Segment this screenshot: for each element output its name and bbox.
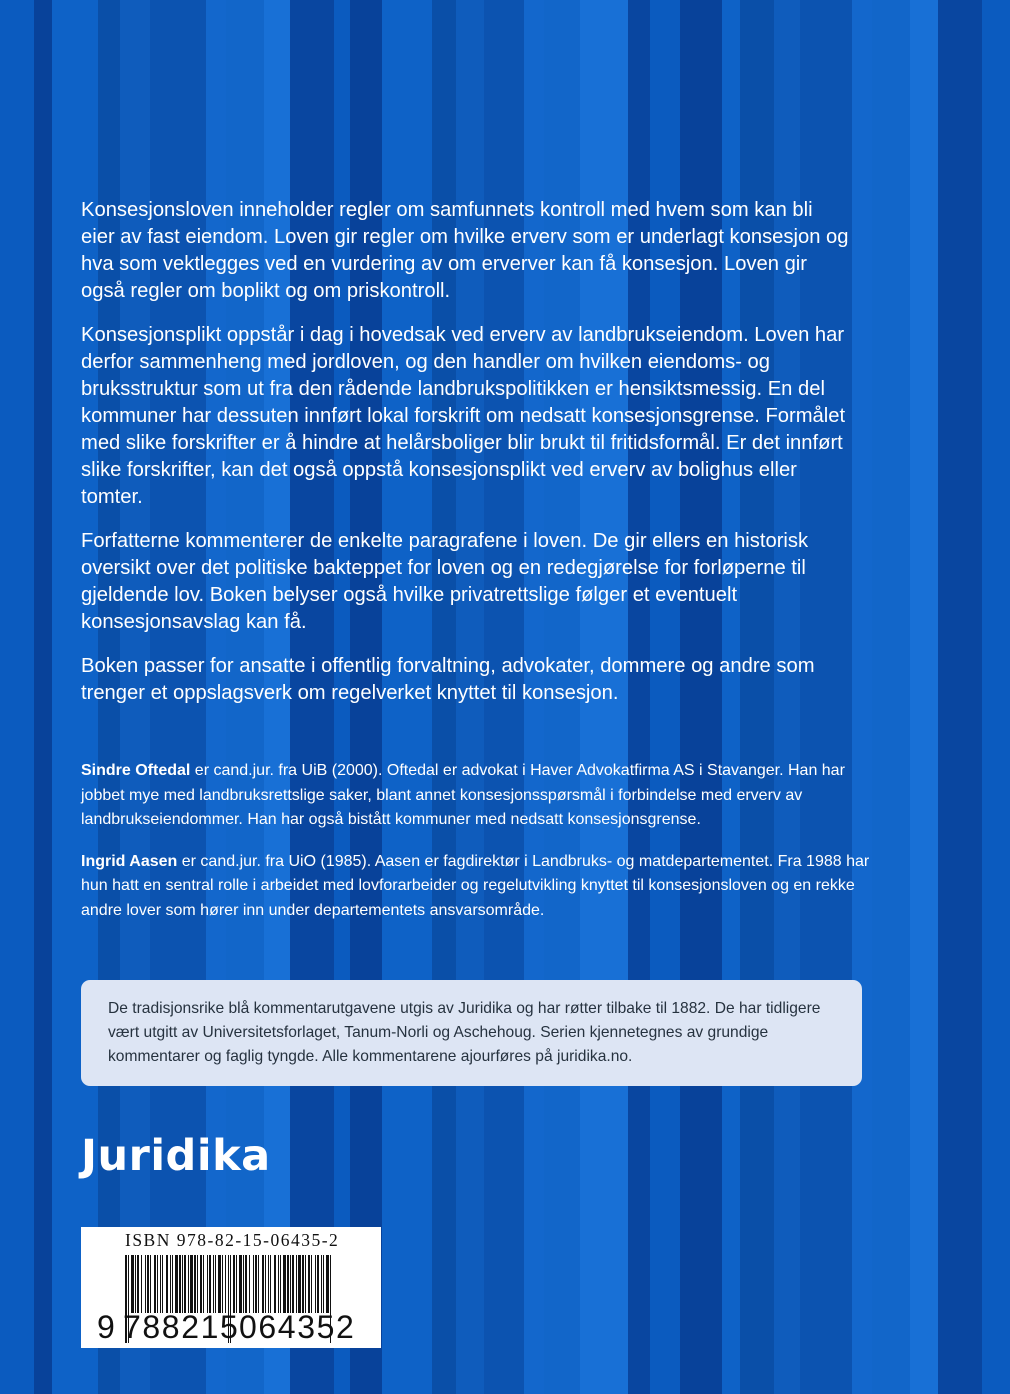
barcode-bar [137,1255,139,1313]
barcode-bar [245,1255,247,1313]
barcode-bar [236,1255,237,1313]
barcode-bar [262,1255,264,1313]
series-info-text: De tradisjonsrike blå kommentarutgavene utgis av Juridika og har røtter tilbake til 1882. De har tidligere vært utgitt av Universitetsforlaget, Tanum-Norli og Aschehoug. Serien kjennetegnes av grundige kommentarer og faglig tyngde. Alle kommentarene ajourføres på juridika.no. [108,1000,821,1065]
barcode-bar [283,1255,286,1313]
barcode-bar [184,1255,186,1313]
barcode-bar [135,1255,136,1313]
barcode-bar [302,1255,304,1313]
barcode-bar [323,1255,324,1313]
series-info-box [81,980,862,1086]
barcode-bar [190,1255,193,1313]
barcode-bar [207,1255,208,1313]
barcode-bar [258,1255,259,1313]
author-bios [81,759,871,940]
barcode-bar [194,1255,196,1313]
barcode-bar [175,1255,178,1313]
barcode-bar [160,1255,161,1313]
background-stripe [872,0,911,1394]
description-paragraph: Konsesjonsplikt oppstår i dag i hovedsak ved erverv av landbrukseiendom. Loven har derfor sammenheng med jordloven, og den handler om hvilken eiendoms- og bruksstruktur som ut fra den rådende landbrukspolitikken er hensiktsmessig. En del kommuner har dessuten innført lokal forskrift om nedsatt konsesjonsgrense. Formålet med slike forskrifter er å hindre at helårsboliger blir brukt til fritidsformål. Er det innført slike forskrifter, kan det også oppstå konsesjonsplikt ved erverv av bolighus eller tomter. [81,324,846,508]
barcode-digit-first: 9 [97,1309,115,1345]
barcode-bar [239,1255,242,1313]
barcode-bar [326,1255,329,1313]
barcode-bar [315,1255,316,1313]
author-name: Sindre Oftedal [81,762,191,779]
barcode-bar [253,1255,254,1313]
barcode-bar [182,1255,183,1313]
author-bio-text: er cand.jur. fra UiB (2000). Oftedal er advokat i Haver Advokatfirma AS i Stavanger. Han har jobbet mye med landbruksrettslige saker, blant annet konsesjonsspørsmål i forbindelse med erverv av landbrukseiendommer. Han har også bistått kommuner med nedsatt konsesjonsgrense. [81,762,845,828]
barcode-bar [265,1255,266,1313]
barcode-bar [274,1255,276,1313]
publisher-logo: Juridika [81,1131,271,1181]
barcode-bar [154,1255,156,1313]
barcode-bar [225,1255,226,1313]
description-text [81,197,851,724]
barcode-bar [197,1255,198,1313]
barcode-bar [233,1255,235,1313]
barcode-bar [243,1255,244,1313]
barcode-bar [311,1255,312,1313]
background-stripe [910,0,939,1394]
barcode-bar [305,1255,306,1313]
author-name: Ingrid Aasen [81,852,178,870]
author-bio-text: er cand.jur. fra UiO (1985). Aasen er fagdirektør i Landbruks- og matdepartementet. Fra 1988 har hun hatt en sentral rolle i arbeidet med lovforarbeider og regelutvikling knyttet til konsesjonsloven og en rekke andre lover som hører inn under departementets ansvarsområde. [81,852,870,919]
barcode-bar [215,1255,216,1313]
background-stripe [34,0,53,1394]
barcode-bar [308,1255,310,1313]
background-stripe [0,0,35,1394]
barcode-bar [157,1255,158,1313]
barcode-bar [147,1255,149,1313]
description-paragraph: Boken passer for ansatte i offentlig forvaltning, advokater, dommere og andre som trenger et oppslagsverk om regelverket knyttet til konsesjon. [81,655,815,704]
description-paragraph: Konsesjonsloven inneholder regler om samfunnets kontroll med hvem som kan bli eier av fast eiendom. Loven gir regler om hvilke erverv som er underlagt konsesjon og hva som vektlegges ved en vurdering av om erverver kan få konsesjon. Loven gir også regler om boplikt og om priskontroll. [81,199,849,302]
background-stripe [852,0,873,1394]
barcode-bar [200,1255,202,1313]
barcode-bar [203,1255,204,1313]
barcode-bar [179,1255,181,1313]
barcode-bar [255,1255,257,1313]
barcode-bar [213,1255,214,1313]
barcode-bar [317,1255,319,1313]
barcode-bar [131,1255,134,1313]
barcode-bar [278,1255,279,1313]
barcode-bar [222,1255,223,1313]
barcode-bar [268,1255,269,1313]
barcode-digits-right: 064352 [239,1309,356,1345]
barcode-digits-left: 788215 [123,1309,240,1345]
barcode-bar [162,1255,163,1313]
barcode-bar [172,1255,173,1313]
isbn-label: ISBN 978-82-15-06435-2 [125,1230,340,1250]
background-stripe [982,0,1010,1394]
barcode-bar [141,1255,142,1313]
barcode-bar [249,1255,250,1313]
barcode-bar [296,1255,297,1313]
barcode-bar [170,1255,171,1313]
barcode-bar [298,1255,301,1313]
barcode-bar [150,1255,151,1313]
barcode-bar [166,1255,168,1313]
barcode-bar [209,1255,211,1313]
barcode-bar [321,1255,322,1313]
barcode-bar [145,1255,146,1313]
barcode-bar [218,1255,221,1313]
author-bio [81,850,871,924]
barcode-bar [280,1255,281,1313]
background-stripe [938,0,983,1394]
barcode-bar [290,1255,291,1313]
author-bio [81,759,871,833]
barcode-bar [188,1255,189,1313]
isbn-barcode [81,1227,381,1348]
barcode-bar [270,1255,271,1313]
barcode-bar [287,1255,289,1313]
barcode-bar [292,1255,294,1313]
description-paragraph: Forfatterne kommenterer de enkelte paragrafene i loven. De gir ellers en historisk oversikt over det politiske bakteppet for loven og en redegjørelse for forløperne til gjeldende lov. Boken belyser også hvilke privatrettslige følger et eventuelt konsesjonsavslag kan få. [81,530,809,633]
